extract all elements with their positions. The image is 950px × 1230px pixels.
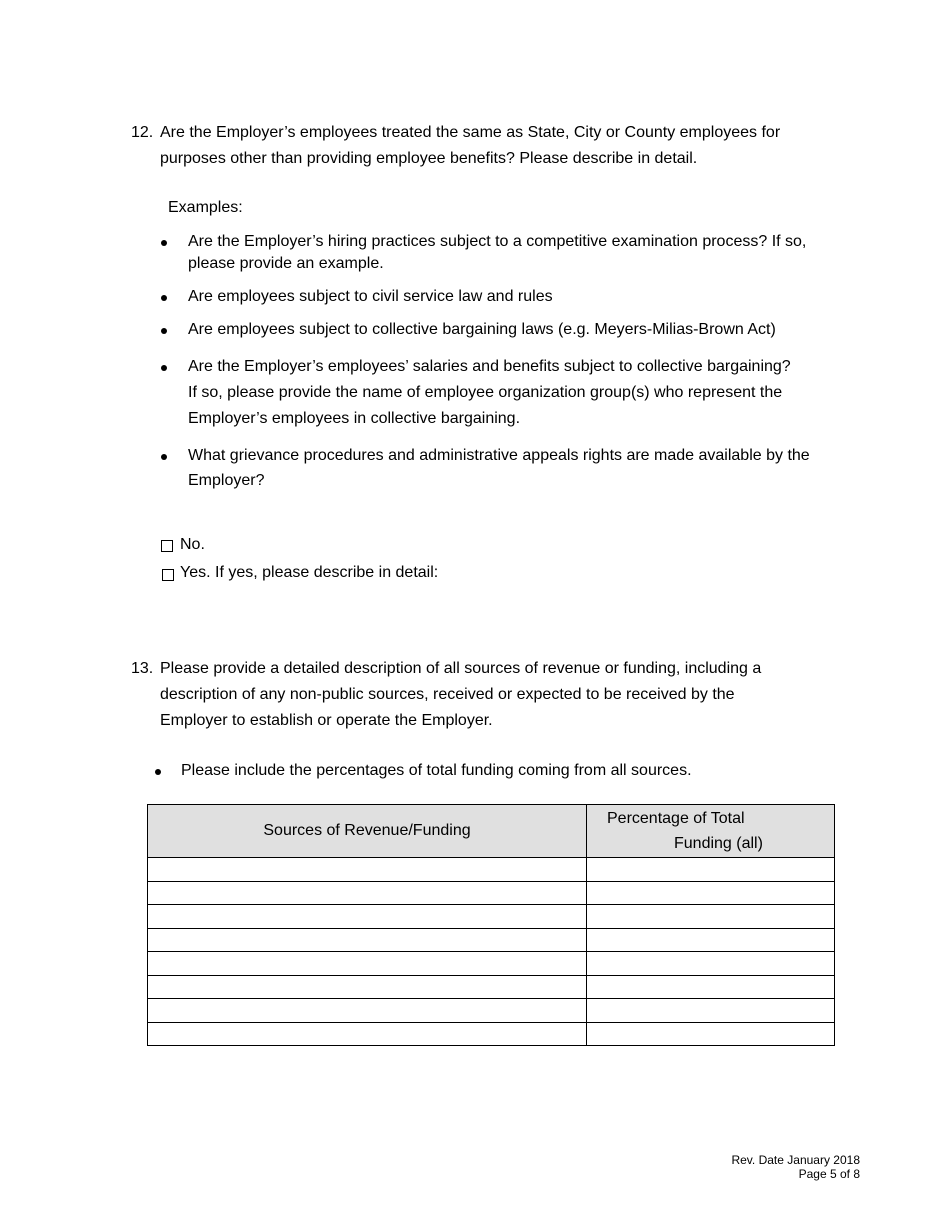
table-row: [148, 928, 835, 952]
table-row: [148, 952, 835, 976]
source-cell[interactable]: [148, 905, 587, 929]
percentage-cell[interactable]: [587, 858, 835, 882]
percentage-cell[interactable]: [587, 952, 835, 976]
bullet-dot: [161, 365, 167, 371]
source-cell[interactable]: [148, 1022, 587, 1046]
bullet-dot: [161, 328, 167, 334]
percentage-cell[interactable]: [587, 999, 835, 1023]
table-row: [148, 999, 835, 1023]
bullet-4-line-3: Employer’s employees in collective bargaining.: [188, 410, 521, 427]
revision-date: Rev. Date January 2018: [731, 1153, 860, 1167]
percentage-cell[interactable]: [587, 928, 835, 952]
bullet-dot: [161, 295, 167, 301]
table-header-row: [148, 805, 835, 858]
bullet-dot: [161, 454, 167, 460]
bullet-1-line-1: Are the Employer’s hiring practices subject to a competitive examination process? If so,: [188, 233, 807, 250]
percentage-header-line-1: Percentage of Total: [607, 810, 745, 827]
examples-label: Examples:: [168, 199, 243, 216]
percentage-cell[interactable]: [587, 905, 835, 929]
table-row: [148, 1022, 835, 1046]
q13-text-line-1: Please provide a detailed description of all sources of revenue or funding, including a: [160, 660, 762, 677]
source-cell[interactable]: [148, 999, 587, 1023]
bullet-4-line-2: If so, please provide the name of employee organization group(s) who represent the: [188, 384, 783, 401]
table-row: [148, 905, 835, 929]
percentage-header-line-2: Funding (all): [674, 835, 763, 852]
percentage-cell[interactable]: [587, 1022, 835, 1046]
source-cell[interactable]: [148, 881, 587, 905]
page-number: Page 5 of 8: [798, 1167, 860, 1181]
table-row: [148, 881, 835, 905]
yes-label: Yes. If yes, please describe in detail:: [180, 564, 439, 581]
percentage-cell[interactable]: [587, 881, 835, 905]
funding-table: [147, 804, 835, 1046]
q13-text-line-3: Employer to establish or operate the Employer.: [160, 712, 493, 729]
source-cell[interactable]: [148, 928, 587, 952]
source-cell[interactable]: [148, 975, 587, 999]
percentage-cell[interactable]: [587, 975, 835, 999]
sources-column-header: Sources of Revenue/Funding: [148, 805, 587, 858]
source-cell[interactable]: [148, 952, 587, 976]
q13-bullet: Please include the percentages of total funding coming from all sources.: [181, 762, 692, 779]
table-row: [148, 858, 835, 882]
no-label: No.: [180, 536, 205, 553]
percentage-column-header: [587, 805, 835, 858]
bullet-5-line-2: Employer?: [188, 472, 265, 489]
bullet-4-line-1: Are the Employer’s employees’ salaries and benefits subject to collective bargaining?: [188, 358, 791, 375]
source-cell[interactable]: [148, 858, 587, 882]
bullet-2-line-1: Are employees subject to civil service law and rules: [188, 288, 553, 305]
bullet-3-line-1: Are employees subject to collective bargaining laws (e.g. Meyers-Milias-Brown Act): [188, 321, 776, 338]
table-row: [148, 975, 835, 999]
no-checkbox[interactable]: [161, 540, 173, 552]
q13-text-line-2: description of any non-public sources, received or expected to be received by the: [160, 686, 735, 703]
q12-text-line-1: Are the Employer’s employees treated the same as State, City or County employees for: [160, 124, 781, 141]
bullet-1-line-2: please provide an example.: [188, 255, 384, 272]
bullet-dot: [161, 240, 167, 246]
yes-checkbox[interactable]: [162, 569, 174, 581]
q12-number: 12.: [131, 124, 154, 141]
q12-text-line-2: purposes other than providing employee benefits? Please describe in detail.: [160, 150, 698, 167]
bullet-5-line-1: What grievance procedures and administrative appeals rights are made available by the: [188, 447, 810, 464]
q13-number: 13.: [131, 660, 154, 677]
bullet-dot: [155, 769, 161, 775]
